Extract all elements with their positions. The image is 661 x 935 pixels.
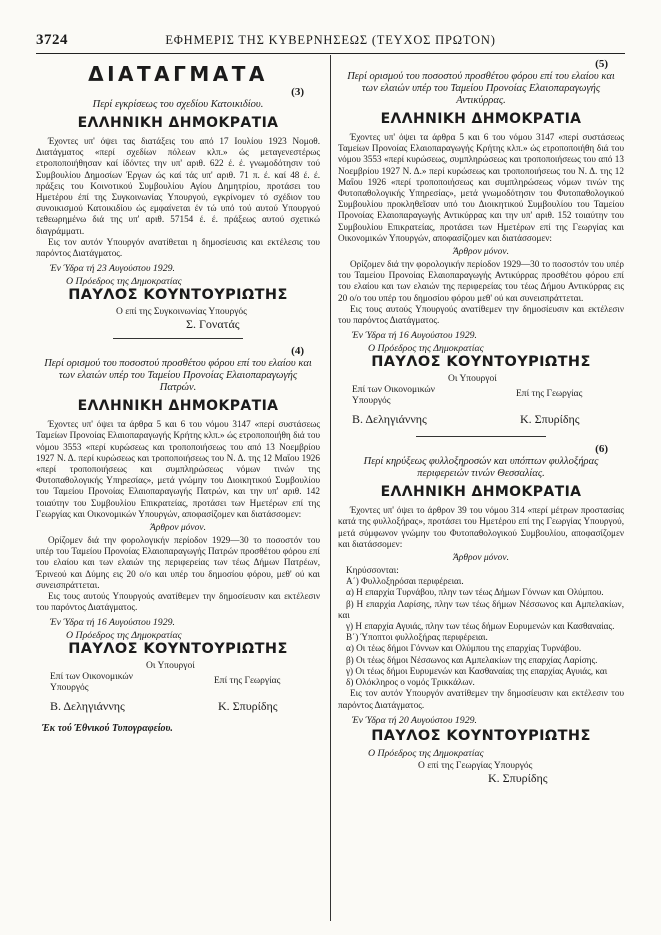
- list-item: δ) Ολόκληρος ο νομός Τρικκάλων.: [346, 677, 475, 688]
- president-role: Ο Πρόεδρος της Δημοκρατίας: [66, 276, 182, 288]
- minister-right-role: Επί της Γεωργίας: [214, 676, 281, 687]
- article-heading: Άρθρον μόνον.: [149, 523, 206, 534]
- list-item: γ) Οι τέως δήμοι Ευρυμενών και Κασθαναίας της επαρχίας Αγυιάς, και: [346, 665, 608, 676]
- decree-date: Έν Ύδρα τή 16 Αυγούστου 1929.: [352, 330, 477, 342]
- president-name: ΠΑΥΛΟΣ ΚΟΥΝΤΟΥΡΙΩΤΗΣ: [68, 287, 288, 304]
- state-title: ΕΛΛΗΝΙΚΗ ΔΗΜΟΚΡΑΤΙΑ: [380, 111, 582, 127]
- list-item: β) Η επαρχία Λαρίσης, πλην των τέως δήμων Νέσσωνος και Αμπελακίων, και: [338, 598, 624, 620]
- minister-right-role: Επί της Γεωργίας: [516, 389, 583, 400]
- minister-right-name: Κ. Σπυρίδης: [218, 699, 278, 714]
- minister-left-name: Β. Δεληγιάννης: [352, 412, 427, 427]
- decree-execution: Εις τους αυτούς Υπουργούς ανατίθεμεν την δημοσίευσιν και εκτέλεσιν του παρόντος Διατάγματος.: [338, 303, 624, 326]
- decree-subject: Περί κηρύξεως φυλλοξηροσών και υπόπτων φυλλοξήρας περιφερειών τινών Θεσσαλίας.: [363, 456, 599, 480]
- minister-role: Ο επί της Συγκοινωνίας Υπουργός: [116, 307, 247, 318]
- ministers-header: Οι Υπουργοί: [448, 374, 497, 385]
- decree-number: (4): [291, 345, 304, 358]
- president-name: ΠΑΥΛΟΣ ΚΟΥΝΤΟΥΡΙΩΤΗΣ: [68, 641, 288, 658]
- printer-imprint: Έκ τού Έθνικού Τυπογραφείου.: [42, 723, 173, 735]
- ministers-signatures: [36, 661, 320, 717]
- president-name: ΠΑΥΛΟΣ ΚΟΥΝΤΟΥΡΙΩΤΗΣ: [371, 354, 591, 371]
- column-divider: [330, 55, 331, 921]
- decree-date: Έν Ύδρα τή 23 Αυγούστου 1929.: [50, 263, 175, 275]
- decree-body: Έχοντες υπ' όψει τας διατάξεις του από 17 Ιουλίου 1923 Νομοθ. Διατάγματος «περί σχεδίων πόλεων κλπ.» ώς μεταγενεστέρως ετροποποιήθησαν καί ίδόντες την υπ' αριθ. 622 έ. έ. γνωμοδότησιν τού Συμβουλίου Δημοσίων Έργων ώς καί τάς υπ' αριθ. 71 π. έ. καί 48 έ. έ. πράξεις του Κοινοτικού Συμβουλίου Αγίου Δημητρίου, προτάσει του Ημετέρου έπί της Συγκοινωνίας Υπουργού, εγκρίνομεν τό σχέδιον του συνοικισμού Κατοικιδίου ώς εμφαίνεται έν τώ υπό τού αυτού Υπουργού τεθεωρημένω διά της υπ' αριθ. 57154 έ. έ. πράξεως αυτού σχετικώ διαγράμματι.: [36, 136, 320, 236]
- minister-left-name: Β. Δεληγιάννης: [50, 699, 125, 714]
- decree-4: [36, 345, 320, 717]
- section-heading: ΔΙΑΤΑΓΜΑΤΑ: [88, 62, 268, 86]
- decree-subject: Περί εγκρίσεως του σχεδίου Κατοικιδίου.: [92, 99, 264, 110]
- right-column: [338, 58, 624, 790]
- page-number: 3724: [36, 31, 68, 48]
- decree-body: Έχοντες υπ' όψει το άρθρον 39 του νόμου 314 «περί μέτρων προστασίας κατά της φυλλοξήρας», προτάσει του Ημετέρου επί της Γεωργίας Υπουργού, μετά σύμφωνον γνώμην του Φυτοπαθολογικού Συμβουλίου, αποφασίζομεν και διατάσσομεν:: [338, 505, 624, 549]
- decree-body: Έχοντες υπ' όψει τα άρθρα 5 και 6 του νόμου 3147 «περί συστάσεως Ταμείων Προνοίας Ελαιοπαραγωγής Κρήτης κλπ.» ώς ετροποποιήθη διά του νόμου 3553 «περί κυρώσεως, συμπληρώσεως και τροποποιήσεως του από 13 Νοεμβρίου 1927 Ν. Δ.» περί κυρώσεως και τροποποιήσεως του Ν. Δ. της 12 Μαΐου 1926 «περί τροποποιήσεως και συμπληρώσεως νόμων τινών της Φυτοπαθολογικής Υπηρεσίας», μετά γνωμοδότησιν του Φυτοπαθολογικού Συμβουλίου προκληθεῖσαν υπό του Διοικητικού Συμβουλίου του Ταμείου Προνοίας Ελαιοπαραγωγής Αντικύρρας και την υπ' αριθ. 152 τοιαύτην του Συμβουλίου Επικρατείας, προτάσει των Ημετέρων επί της Γεωργίας και Οικονομικών Υπουργών, αποφασίζομεν και διατάσσομεν:: [338, 132, 624, 243]
- minister-role: Ο επί της Γεωργίας Υπουργός: [418, 760, 533, 771]
- list-item: Β΄) Ύποπτοι φυλλοξήρας περιφέρειαι.: [346, 632, 488, 643]
- decree-number: (3): [291, 86, 304, 98]
- state-title: ΕΛΛΗΝΙΚΗ ΔΗΜΟΚΡΑΤΙΑ: [380, 484, 582, 501]
- decree-separator: [416, 436, 546, 437]
- header-rule: [36, 53, 625, 54]
- decree-execution: Εις τον αυτόν Υπουργόν ανατίθεται η δημοσίευσις και εκτέλεσις του παρόντος Διατάγματος.: [36, 236, 320, 259]
- article-heading: Άρθρον μόνον.: [452, 247, 509, 258]
- president-role: Ο Πρόεδρος της Δημοκρατίας: [368, 343, 484, 355]
- decree-number: (6): [595, 443, 608, 456]
- list-item: α) Οι τέως δήμοι Γόννων και Ολύμπου της επαρχίας Τυρνάβου.: [346, 643, 582, 654]
- decree-5: [338, 58, 624, 430]
- state-title: ΕΛΛΗΝΙΚΗ ΔΗΜΟΚΡΑΤΙΑ: [77, 398, 279, 415]
- decree-6: [338, 443, 624, 785]
- ministers-signatures: [338, 374, 624, 430]
- decree-subject: Περί ορισμού του ποσοστού προσθέτου φόρου επί του ελαίου και των ελαιών υπέρ του Ταμείου Προνοίας Ελαιοπαραγωγής Αντικύρρας.: [347, 71, 615, 106]
- president-role: Ο Πρόεδρος της Δημοκρατίας: [368, 747, 484, 759]
- list-item: Α΄) Φυλλοξηρόσαι περιφέρειαι.: [346, 576, 464, 587]
- list-item: α) Η επαρχία Τυρνάβου, πλην των τέως Δήμων Γόννων και Ολύμπου.: [346, 587, 604, 598]
- decree-number: (5): [595, 58, 608, 70]
- left-column: [36, 58, 320, 734]
- list-item: Κηρύσσονται:: [346, 565, 399, 576]
- minister-right-name: Κ. Σπυρίδης: [520, 412, 580, 427]
- decree-3: [36, 86, 320, 332]
- state-title: ΕΛΛΗΝΙΚΗ ΔΗΜΟΚΡΑΤΙΑ: [77, 115, 279, 131]
- decree-subject: Περί ορισμού του ποσοστού προσθέτου φόρου επί του ελαίου και των ελαιών υπέρ του Ταμείου Προνοίας Ελαιοπαραγωγής Πατρών.: [44, 358, 312, 394]
- article-body: Ορίζομεν διά την φορολογικήν περίοδον 1929—30 το ποσοστόν του υπέρ του Ταμείου Προνοίας Ελαιοπαραγωγής Πατρών προσθέτου φόρου επί του ελαίου και των ελαιών της περιφερείας των τέως Δήμων Πατρέων, Έρινεού και Δύμης εις 20 ο/ο και υπέρ του δημοσίου φόρου, μεθ' ού και συνεισπράττεται.: [36, 535, 320, 590]
- decree-date: Έν Ύδρα τή 16 Αυγούστου 1929.: [50, 617, 175, 629]
- decree-date: Έν Ύδρα τή 20 Αυγούστου 1929.: [352, 714, 477, 726]
- minister-name: Κ. Σπυρίδης: [488, 770, 548, 785]
- decree-execution: Εις τον αυτόν Υπουργόν ανατίθεμεν την δημοσίευσιν και εκτέλεσιν του παρόντος Διατάγματος.: [338, 688, 624, 710]
- list-item: β) Οι τέως δήμοι Νέσσωνος και Αμπελακίων της επαρχίας Λαρίσης.: [346, 654, 598, 665]
- article-body: Ορίζομεν διά την φορολογικήν περίοδον 1929—30 το ποσοστόν του υπέρ του Ταμείου Προνοίας Ελαιοπαραγωγής Αντικύρρας προσθέτου φόρου επί του ελαίου και των ελαιών της περιφερείας του τέως Δήμου Αντικύρρας εις 20 ο/ο του υπέρ του δημοσίου φόρου μεθ' ού και συνεισπράττεται.: [338, 259, 624, 303]
- minister-left-role: Επί των Οικονομικών Υπουργός: [50, 672, 133, 694]
- decree-body: Έχοντες υπ' όψει τα άρθρα 5 και 6 του νόμου 3147 «περί συστάσεως Ταμείων Προνοίας Ελαιοπαραγωγής Κρήτης κλπ.» ώς ετροποποιήθη διά του νόμου 3553 «περί κυρώσεως και τροποποιήσεως του από 13 Νοεμβρίου 1927 Ν. Δ. περί κυρώσεως και τροποποιήσεως του Ν. Δ. της 12 Μαΐου 1926 «περί τροποποιήσεως και συμπληρώσεως νόμων τινών της Φυτοπαθολογικής Υπηρεσίας», μετά γνώμην του Διοικητικού Συμβουλίου του Ταμείου Προνοίας Ελαιοπαραγωγής Πατρών, και την υπ' αριθ. 142 τοιαύτην του Συμβουλίου Επικρατείας, προτάσει των Ημετέρων επί της Γεωργίας και Οικονομικών Υπουργών, αποφασίζομεν και διατάσσομεν:: [36, 419, 320, 519]
- decree-execution: Εις τους αυτούς Υπουργούς ανατίθεμεν την δημοσίευσιν και εκτέλεσιν του παρόντος Διατάγματος.: [36, 591, 320, 613]
- president-name: ΠΑΥΛΟΣ ΚΟΥΝΤΟΥΡΙΩΤΗΣ: [371, 727, 591, 744]
- minister-left-role: Επί των Οικονομικών Υπουργός: [352, 385, 435, 407]
- minister-name: Σ. Γονατάς: [186, 317, 240, 332]
- president-role: Ο Πρόεδρος της Δημοκρατίας: [66, 630, 182, 642]
- ministers-header: Οι Υπουργοί: [146, 661, 195, 672]
- page-header: [36, 30, 625, 50]
- article-heading: Άρθρον μόνον.: [452, 553, 509, 564]
- list-item: γ) Η επαρχία Αγυιάς, πλην των τέως δήμων Ευρυμενών και Κασθαναίας.: [346, 621, 615, 632]
- decree-separator: [113, 338, 243, 339]
- journal-title: ΕΦΗΜΕΡΙΣ ΤΗΣ ΚΥΒΕΡΝΗΣΕΩΣ (ΤΕΥΧΟΣ ΠΡΩΤΟΝ): [165, 32, 496, 47]
